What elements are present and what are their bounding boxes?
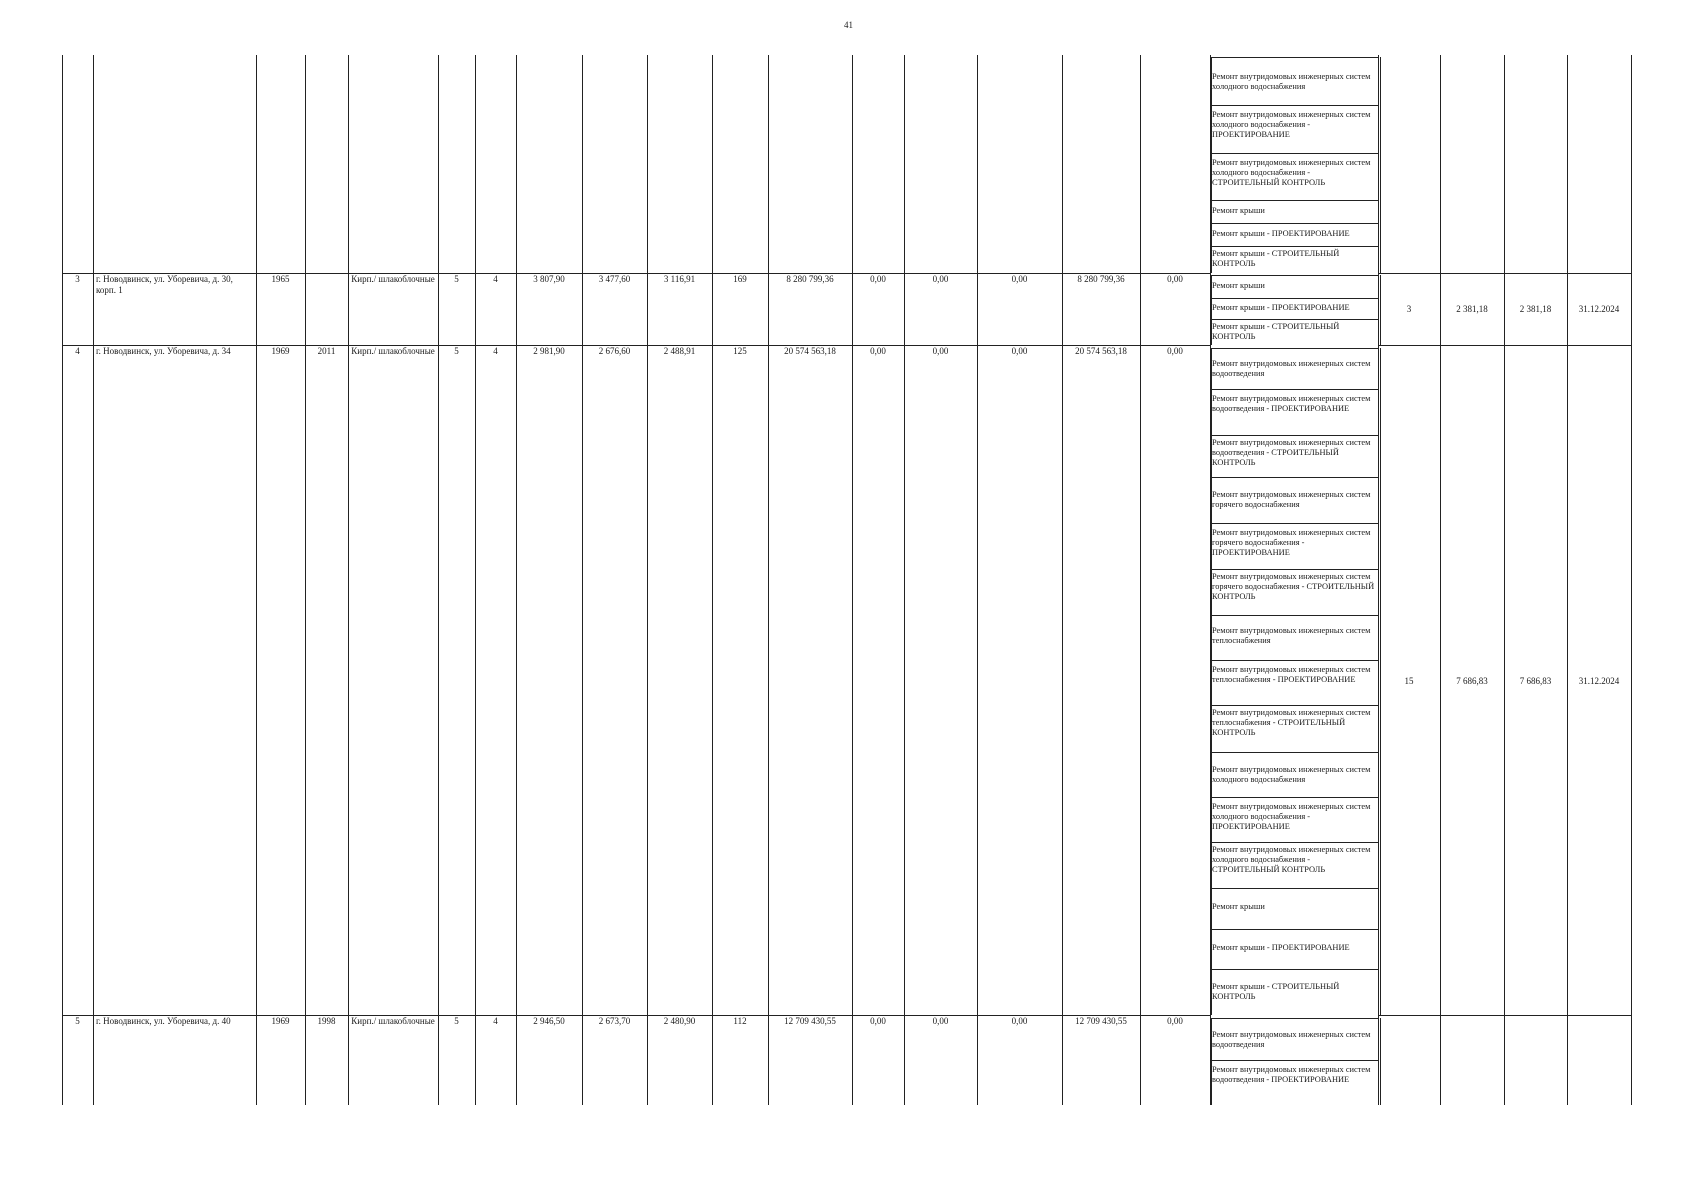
year-repair: 1998 [317,1016,336,1026]
address: г. Новодвинск, ул. Уборевича, д. 34 [96,346,231,356]
fund-other: 0,00 [1167,1016,1183,1026]
unit-cost: 7 686,83 [1456,676,1488,686]
fund-regional: 0,00 [932,346,949,356]
work-item: Ремонт внутридомовых инженерных систем водоотведения [1211,1018,1379,1060]
works-box [1211,1018,1381,1105]
fund-regional: 0,00 [932,1016,949,1026]
work-item: Ремонт внутридомовых инженерных систем водоотведения - ПРОЕКТИРОВАНИЕ [1211,1060,1379,1105]
area-living: 3 116,91 [663,274,696,284]
fund-other: 0,00 [1167,346,1183,356]
work-item: Ремонт крыши - ПРОЕКТИРОВАНИЕ [1211,929,1379,969]
year-built: 1969 [271,1016,290,1026]
fund-owners: 12 709 430,55 [1075,1016,1127,1026]
row-number: 3 [75,274,80,284]
work-item: Ремонт внутридомовых инженерных систем холодного водоснабжения [1211,57,1379,105]
work-item: Ремонт внутридомовых инженерных систем горячего водоснабжения [1211,477,1379,523]
cost-total: 20 574 563,18 [784,346,836,356]
deadline: 31.12.2024 [1578,304,1620,314]
work-item: Ремонт внутридомовых инженерных систем холодного водоснабжения - СТРОИТЕЛЬНЫЙ КОНТРОЛЬ [1211,153,1379,200]
grid-line [1440,55,1441,1105]
work-item: Ремонт внутридомовых инженерных систем холодного водоснабжения - СТРОИТЕЛЬНЫЙ КОНТРОЛЬ [1211,842,1379,888]
work-item: Ремонт крыши - СТРОИТЕЛЬНЫЙ КОНТРОЛЬ [1211,319,1379,345]
entrances: 4 [493,1016,498,1026]
works-box [1211,57,1381,273]
area-total: 2 946,50 [533,1016,565,1026]
fund-local: 0,00 [1011,274,1028,284]
grid-line [1062,55,1063,1105]
area-total: 3 807,90 [533,274,565,284]
area-premises: 2 676,60 [598,346,631,356]
work-item: Ремонт крыши - ПРОЕКТИРОВАНИЕ [1211,223,1379,246]
work-item: Ремонт крыши - СТРОИТЕЛЬНЫЙ КОНТРОЛЬ [1211,246,1379,273]
entrances: 4 [493,346,498,356]
cost-total: 12 709 430,55 [784,1016,836,1026]
year-built: 1969 [271,346,290,356]
work-item: Ремонт внутридомовых инженерных систем холодного водоснабжения - ПРОЕКТИРОВАНИЕ [1211,797,1379,842]
fund-regional: 0,00 [932,274,949,284]
work-item: Ремонт внутридомовых инженерных систем водоотведения - ПРОЕКТИРОВАНИЕ [1211,389,1379,435]
work-item: Ремонт крыши [1211,888,1379,929]
address: г. Новодвинск, ул. Уборевича, д. 40 [96,1016,231,1026]
row-separator [1378,273,1631,274]
year-repair: 2011 [317,346,336,356]
work-item: Ремонт крыши - ПРОЕКТИРОВАНИЕ [1211,298,1379,319]
work-item: Ремонт внутридомовых инженерных систем водоотведения [1211,348,1379,389]
grid-line [582,55,583,1105]
row-separator [1378,345,1631,346]
entrances: 4 [493,274,498,284]
work-item: Ремонт крыши - СТРОИТЕЛЬНЫЙ КОНТРОЛЬ [1211,969,1379,1015]
area-premises: 3 477,60 [598,274,631,284]
works-box [1211,275,1381,345]
cost-total: 8 280 799,36 [786,274,834,284]
fund-local: 0,00 [1011,1016,1028,1026]
work-item: Ремонт внутридомовых инженерных систем теплоснабжения [1211,615,1379,660]
grid-line [768,55,769,1105]
grid-line [647,55,648,1105]
fund-federal: 0,00 [870,346,886,356]
grid-line [475,55,476,1105]
work-item: Ремонт крыши [1211,275,1379,298]
grid-line [348,55,349,1105]
grid-line [852,55,853,1105]
grid-line [62,55,63,1105]
page-number: 41 [844,20,853,30]
grid-line [438,55,439,1105]
max-unit-cost: 7 686,83 [1519,676,1552,686]
row-number: 5 [75,1016,80,1026]
grid-line [977,55,978,1105]
grid-line [256,55,257,1105]
fund-local: 0,00 [1011,346,1028,356]
work-item: Ремонт внутридомовых инженерных систем теплоснабжения - СТРОИТЕЛЬНЫЙ КОНТРОЛЬ [1211,705,1379,752]
fund-federal: 0,00 [870,274,886,284]
max-unit-cost: 2 381,18 [1519,304,1552,314]
work-item: Ремонт крыши [1211,200,1379,223]
area-premises: 2 673,70 [598,1016,631,1026]
grid-line [904,55,905,1105]
grid-line [1504,55,1505,1105]
floors: 5 [454,1016,459,1026]
fund-other: 0,00 [1167,274,1183,284]
floors: 5 [454,346,459,356]
floors: 5 [454,274,459,284]
area-total: 2 981,90 [533,346,565,356]
grid-line [305,55,306,1105]
work-item: Ремонт внутридомовых инженерных систем теплоснабжения - ПРОЕКТИРОВАНИЕ [1211,660,1379,705]
wall-material: Кирп./ шлакоблочные [351,346,435,356]
wall-material: Кирп./ шлакоблочные [351,1016,435,1026]
works-count: 3 [1406,304,1412,314]
fund-federal: 0,00 [870,1016,886,1026]
deadline: 31.12.2024 [1578,676,1620,686]
fund-owners: 20 574 563,18 [1075,346,1127,356]
residents: 112 [733,1016,747,1026]
work-item: Ремонт внутридомовых инженерных систем горячего водоснабжения - СТРОИТЕЛЬНЫЙ КОНТРОЛЬ [1211,569,1379,615]
work-item: Ремонт внутридомовых инженерных систем холодного водоснабжения - ПРОЕКТИРОВАНИЕ [1211,105,1379,153]
residents: 169 [733,274,747,284]
grid-line [1567,55,1568,1105]
grid-line [1631,55,1632,1105]
wall-material: Кирп./ шлакоблочные [351,274,435,284]
work-item: Ремонт внутридомовых инженерных систем горячего водоснабжения - ПРОЕКТИРОВАНИЕ [1211,523,1379,569]
residents: 125 [733,346,747,356]
grid-line [93,55,94,1105]
address: г. Новодвинск, ул. Уборевича, д. 30, корп. 1 [96,274,233,295]
work-item: Ремонт внутридомовых инженерных систем водоотведения - СТРОИТЕЛЬНЫЙ КОНТРОЛЬ [1211,435,1379,477]
area-living: 2 488,91 [663,346,696,356]
row-number: 4 [75,346,80,356]
works-box [1211,348,1381,1015]
work-item: Ремонт внутридомовых инженерных систем холодного водоснабжения [1211,752,1379,797]
fund-owners: 8 280 799,36 [1077,274,1125,284]
works-count: 15 [1404,676,1414,686]
unit-cost: 2 381,18 [1456,304,1488,314]
area-living: 2 480,90 [663,1016,696,1026]
grid-line [1140,55,1141,1105]
year-built: 1965 [271,274,290,284]
grid-line [712,55,713,1105]
row-separator [1378,1015,1631,1016]
grid-line [516,55,517,1105]
